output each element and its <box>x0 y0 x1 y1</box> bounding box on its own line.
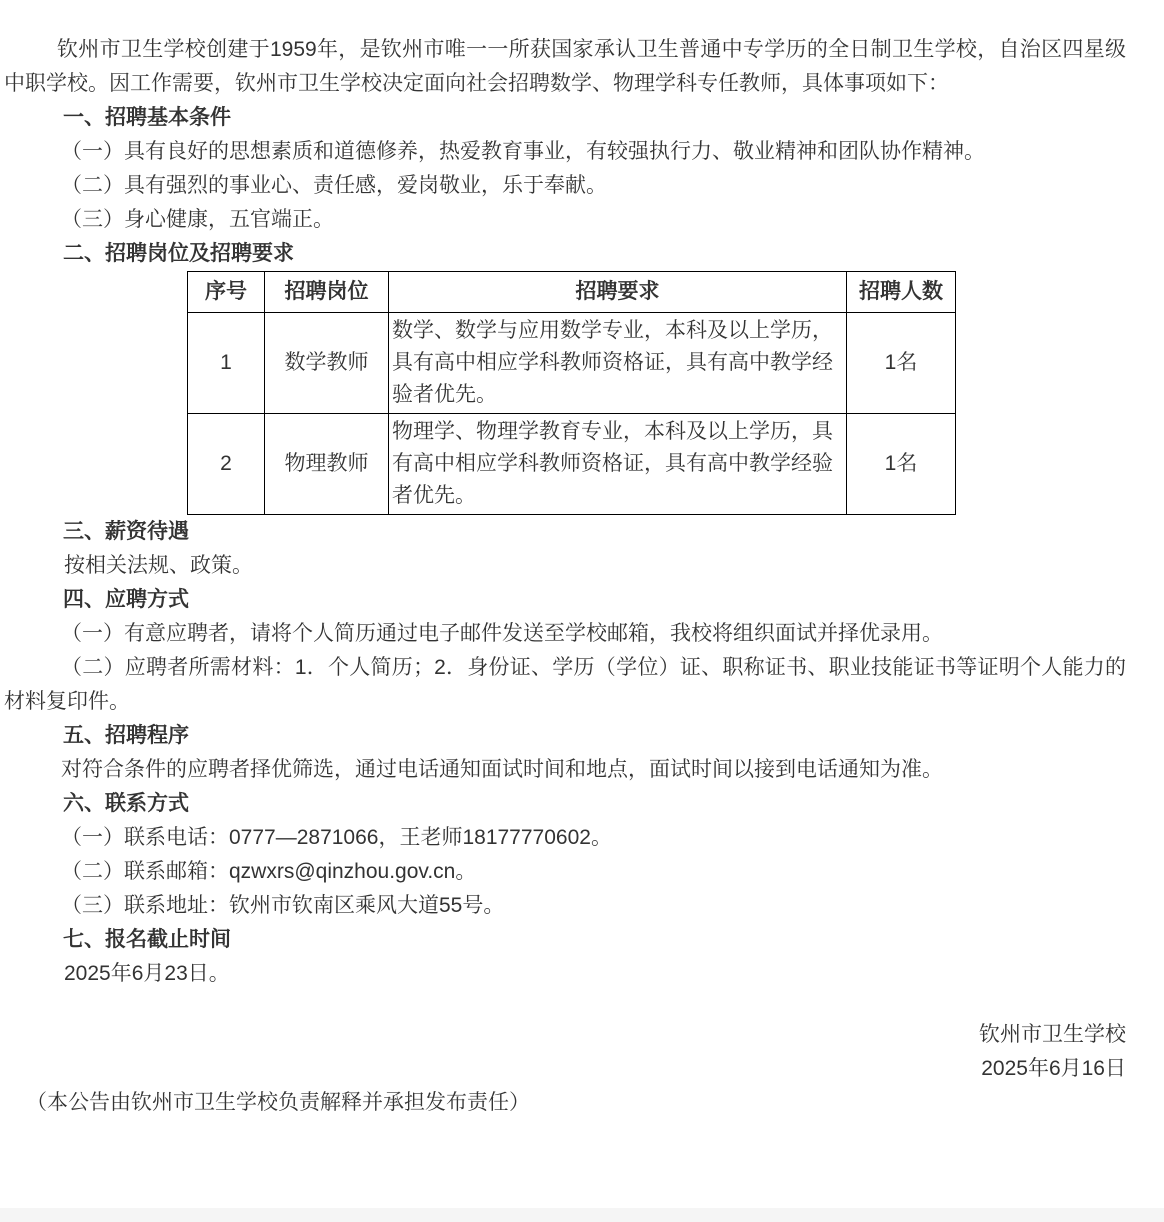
section-6-item-email: （二）联系邮箱：qzwxrs@qinzhou.gov.cn。 <box>61 860 477 883</box>
column-header-count: 招聘人数 <box>847 272 956 313</box>
section-2-title: 二、招聘岗位及招聘要求 <box>63 242 294 265</box>
section-4-item-2: （二）应聘者所需材料：1．个人简历；2．身份证、学历（学位）证、职称证书、职业技能证书等证明个人能力的材料复印件。 <box>4 656 1126 713</box>
cell-seq: 1 <box>188 313 265 414</box>
section-6-item-address: （三）联系地址：钦州市钦南区乘风大道55号。 <box>61 894 505 917</box>
table-header-row <box>188 272 956 313</box>
section-5-title: 五、招聘程序 <box>63 724 189 747</box>
section-6-item-phone: （一）联系电话：0777—2871066，王老师18177770602。 <box>61 826 612 849</box>
cell-seq: 2 <box>188 414 265 515</box>
section-6-title: 六、联系方式 <box>63 792 189 815</box>
column-header-requirements: 招聘要求 <box>389 272 847 313</box>
table-row <box>188 414 956 515</box>
section-1-item-1: （一）具有良好的思想素质和道德修养，热爱教育事业，有较强执行力、敬业精神和团队协作精神。 <box>61 140 985 163</box>
section-3-title: 三、薪资待遇 <box>63 520 189 543</box>
column-header-post: 招聘岗位 <box>265 272 389 313</box>
section-1-item-2: （二）具有强烈的事业心、责任感，爱岗敬业，乐于奉献。 <box>61 174 607 197</box>
cell-requirements: 数学、数学与应用数学专业，本科及以上学历，具有高中相应学科教师资格证，具有高中教学经验者优先。 <box>389 313 847 414</box>
section-4-title: 四、应聘方式 <box>63 588 189 611</box>
column-header-seq: 序号 <box>188 272 265 313</box>
section-7-title: 七、报名截止时间 <box>63 928 231 951</box>
section-5-body: 对符合条件的应聘者择优筛选，通过电话通知面试时间和地点，面试时间以接到电话通知为准。 <box>61 758 943 781</box>
section-1-title: 一、招聘基本条件 <box>63 106 231 129</box>
recruitment-table <box>187 271 956 515</box>
section-4-item-1: （一）有意应聘者，请将个人简历通过电子邮件发送至学校邮箱，我校将组织面试并择优录用。 <box>61 622 943 645</box>
signature-block <box>4 1018 1126 1086</box>
signature-date: 2025年6月16日 <box>981 1057 1126 1080</box>
cell-post: 物理教师 <box>265 414 389 515</box>
cell-post: 数学教师 <box>265 313 389 414</box>
cell-count: 1名 <box>847 313 956 414</box>
section-1-item-3: （三）身心健康，五官端正。 <box>61 208 334 231</box>
cell-count: 1名 <box>847 414 956 515</box>
cell-requirements: 物理学、物理学教育专业，本科及以上学历，具有高中相应学科教师资格证，具有高中教学经验者优先。 <box>389 414 847 515</box>
table-row <box>188 313 956 414</box>
section-3-body: 按相关法规、政策。 <box>64 554 253 577</box>
disclaimer-note: （本公告由钦州市卫生学校负责解释并承担发布责任） <box>26 1091 530 1114</box>
signature-org: 钦州市卫生学校 <box>979 1023 1126 1046</box>
section-7-body: 2025年6月23日。 <box>64 962 230 985</box>
page-footer-bar <box>0 1208 1164 1222</box>
intro-paragraph: 钦州市卫生学校创建于1959年，是钦州市唯一一所获国家承认卫生普通中专学历的全日制卫生学校，自治区四星级中职学校。因工作需要，钦州市卫生学校决定面向社会招聘数学、物理学科专任教师，具体事项如下： <box>4 38 1126 95</box>
